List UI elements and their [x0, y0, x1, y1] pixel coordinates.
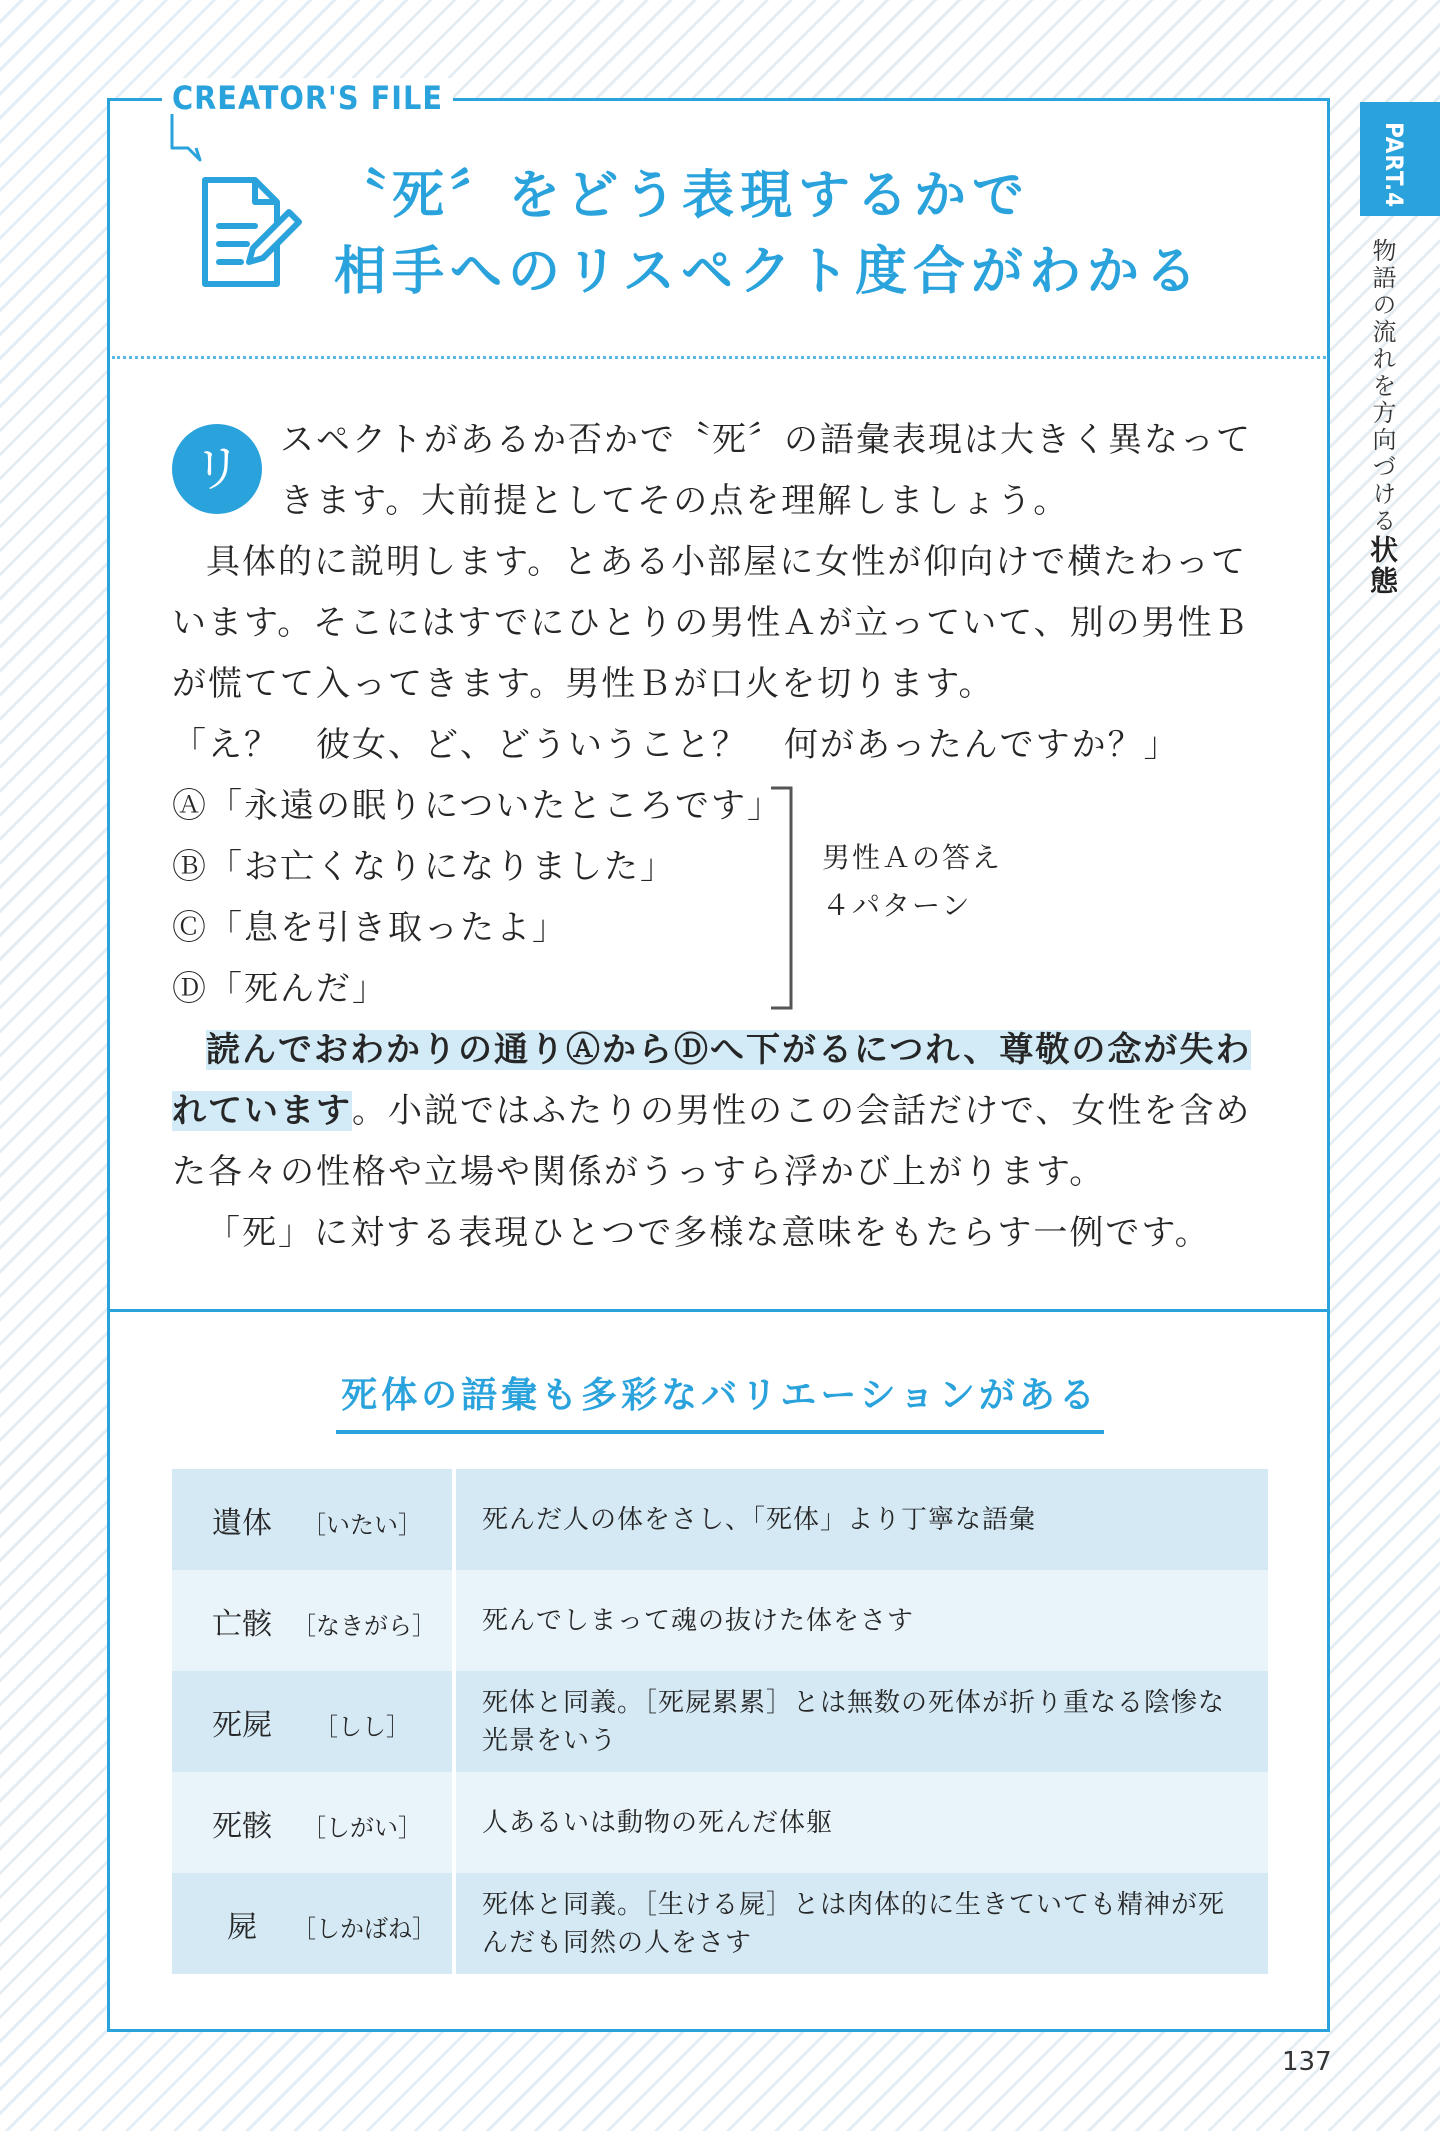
- vocab-description: 死んでしまって魂の抜けた体をさす: [454, 1570, 1268, 1671]
- vocab-description: 死んだ人の体をさし、「死体」より丁寧な語彙: [454, 1469, 1268, 1570]
- word-cell: [172, 1671, 454, 1772]
- paragraph-summary: 「死」に対する表現ひとつで多様な意味をもたらす一例です。: [206, 1213, 1211, 1253]
- answer-c: Ⓒ「息を引き取ったよ」: [172, 908, 568, 948]
- document-pen-icon: [197, 172, 307, 292]
- table-row: [172, 1873, 1268, 1974]
- word-cell: [172, 1570, 454, 1671]
- vocab-word: 死骸: [212, 1808, 272, 1844]
- vocab-description: 死体と同義。［生ける屍］とは肉体的に生きていても精神が死んだも同然の人をさす: [454, 1873, 1268, 1974]
- vocab-reading: ［いたい］: [302, 1510, 422, 1539]
- vocab-description: 死体と同義。［死屍累累］とは無数の死体が折り重なる陰惨な光景をいう: [454, 1671, 1268, 1772]
- table-row: [172, 1570, 1268, 1671]
- word-cell: [172, 1469, 454, 1570]
- vocab-reading: ［なきがら］: [292, 1611, 436, 1640]
- vocab-reading: ［しかばね］: [292, 1914, 436, 1943]
- vocab-heading: 死体の語彙も多彩なバリエーションがある: [336, 1368, 1104, 1434]
- answer-list: [172, 776, 1274, 1020]
- answer-a: Ⓐ「永遠の眠りについたところです」: [172, 786, 783, 826]
- answer-note-line-2: ４パターン: [822, 889, 972, 922]
- vocab-reading: ［しがい］: [302, 1813, 422, 1842]
- word-cell: [172, 1772, 454, 1873]
- chapter-title-bold: 状態: [1366, 535, 1399, 597]
- paragraph-intro-text: スペクトがあるか否かで〝死〞の語彙表現は大きく異なってきます。大前提としてその点を理解しましょう。: [280, 420, 1252, 521]
- vocab-word: 遺体: [212, 1505, 272, 1541]
- creators-file-label: CREATOR'S FILE: [162, 78, 453, 118]
- table-row: [172, 1469, 1268, 1570]
- vocab-reading: ［しし］: [314, 1712, 410, 1741]
- word-cell: [172, 1873, 454, 1974]
- speech-bubble-tail-icon: [166, 112, 226, 162]
- page-number: 137: [1282, 2047, 1332, 2077]
- paragraph-explanation: 具体的に説明します。とある小部屋に女性が仰向けで横たわっています。そこにはすでにひとりの男性Ａが立っていて、別の男性Ｂが慌てて入ってきます。男性Ｂが口火を切ります。: [172, 542, 1250, 704]
- paragraph-intro: [172, 410, 1274, 532]
- chapter-title: 物語の流れを方向づける: [1368, 238, 1396, 535]
- part-tab-label: PART.4: [1380, 122, 1408, 209]
- highlighted-text: 読んでおわかりの通りⒶからⒹへ下がるにつれ、尊敬の念が失われています: [172, 1030, 1252, 1131]
- vocab-description: 人あるいは動物の死んだ体躯: [454, 1772, 1268, 1873]
- title-line-1: 〝死〞をどう表現するかで: [334, 166, 1031, 226]
- article-title: [334, 158, 1203, 310]
- paragraph-conclusion: [172, 1020, 1274, 1203]
- table-row: [172, 1671, 1268, 1772]
- answer-note: [822, 834, 1002, 930]
- vocab-word: 亡骸: [212, 1606, 272, 1642]
- paragraph-conclusion-text: 。小説ではふたりの男性のこの会話だけで、女性を含めた各々の性格や立場や関係がうっすら浮かび上がります。: [172, 1091, 1252, 1192]
- vocab-word: 屍: [227, 1909, 257, 1945]
- title-line-2: 相手へのリスペクト度合がわかる: [334, 242, 1203, 302]
- table-row: [172, 1772, 1268, 1873]
- dropcap-badge: リ: [172, 424, 262, 514]
- dotted-divider: [112, 356, 1326, 359]
- section-divider: [110, 1309, 1327, 1312]
- speech-line: 「え？ 彼女、ど、どういうこと？ 何があったんですか？」: [172, 725, 1180, 765]
- answer-b: Ⓑ「お亡くなりになりました」: [172, 847, 676, 887]
- chapter-side-title: [1366, 238, 1398, 597]
- vocab-word: 死屍: [212, 1707, 272, 1743]
- answer-d: Ⓓ「死んだ」: [172, 969, 388, 1009]
- article-body: [172, 410, 1274, 1264]
- answer-note-line-1: 男性Ａの答え: [822, 841, 1003, 874]
- vocab-table: [172, 1469, 1268, 1974]
- bracket-icon: [767, 786, 797, 1010]
